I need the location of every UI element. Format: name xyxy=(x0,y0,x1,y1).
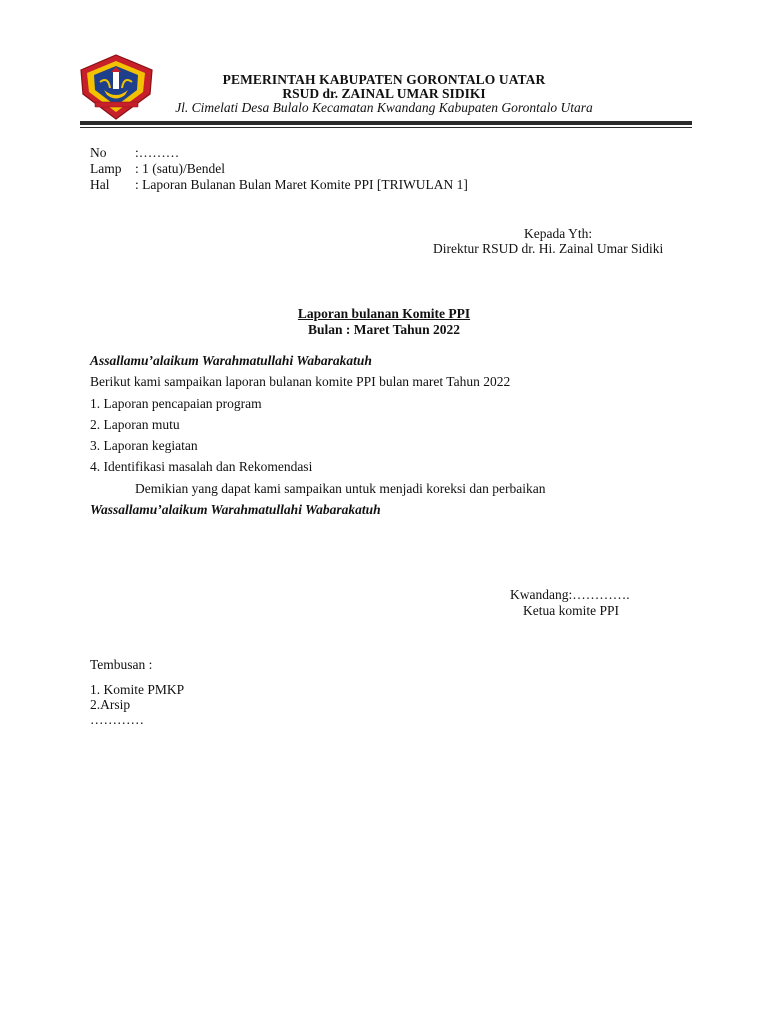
lamp-value: : 1 (satu)/Bendel xyxy=(135,161,225,176)
signature-place-date: Kwandang:…………. xyxy=(510,587,630,602)
recipient-salutation: Kepada Yth: xyxy=(524,226,593,241)
closing-text: Demikian yang dapat kami sampaikan untuk menjadi koreksi dan perbaikan xyxy=(135,481,546,496)
hal-value: : Laporan Bulanan Bulan Maret Komite PPI [TRIWULAN 1] xyxy=(135,177,468,192)
hal-label: Hal xyxy=(90,177,110,192)
letterhead-government: PEMERINTAH KABUPATEN GORONTALO UATAR xyxy=(222,72,546,87)
list-item: 1. Laporan pencapaian program xyxy=(90,396,262,411)
list-item: 2. Laporan mutu xyxy=(90,417,180,432)
report-title: Laporan bulanan Komite PPI xyxy=(297,306,471,321)
lamp-label: Lamp xyxy=(90,161,122,176)
cc-item: 2.Arsip xyxy=(90,697,131,712)
cc-label: Tembusan : xyxy=(90,657,153,672)
letterhead-hospital: RSUD dr. ZAINAL UMAR SIDIKI xyxy=(282,86,486,101)
list-item: 4. Identifikasi masalah dan Rekomendasi xyxy=(90,459,313,474)
intro-text: Berikut kami sampaikan laporan bulanan komite PPI bulan maret Tahun 2022 xyxy=(90,374,511,389)
letterhead-address: Jl. Cimelati Desa Bulalo Kecamatan Kwandang Kabupaten Gorontalo Utara xyxy=(175,100,593,115)
letterhead-divider-thin xyxy=(80,127,692,128)
signature-role: Ketua komite PPI xyxy=(523,603,619,618)
no-value: :……… xyxy=(135,145,180,160)
no-label: No xyxy=(90,145,107,160)
greeting: Assallamu’alaikum Warahmatullahi Wabarakatuh xyxy=(90,353,372,368)
regional-emblem-icon xyxy=(80,54,153,120)
letterhead-divider xyxy=(80,121,692,125)
cc-item: ………… xyxy=(90,712,144,727)
report-period: Bulan : Maret Tahun 2022 xyxy=(307,322,461,337)
cc-item: 1. Komite PMKP xyxy=(90,682,185,697)
farewell: Wassallamu’alaikum Warahmatullahi Wabarakatuh xyxy=(90,502,381,517)
recipient-name: Direktur RSUD dr. Hi. Zainal Umar Sidiki xyxy=(433,241,664,256)
list-item: 3. Laporan kegiatan xyxy=(90,438,198,453)
